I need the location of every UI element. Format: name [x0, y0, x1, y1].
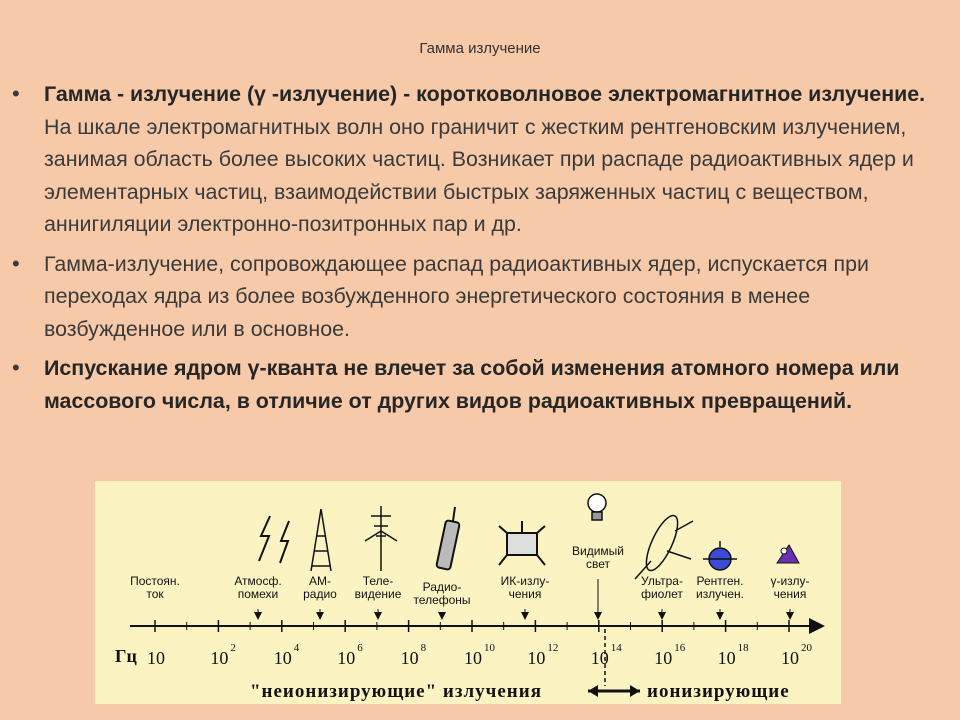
spectrum-labels: [130, 544, 809, 607]
light-bulb-icon: [588, 494, 606, 520]
band-label: АМ-: [309, 574, 331, 588]
spectrum-svg: [95, 481, 841, 704]
axis-unit: Гц: [115, 646, 137, 666]
tick-exponent: 10: [484, 642, 495, 654]
tick-exponent: 20: [801, 642, 812, 654]
lightning-icon: [259, 516, 289, 563]
tick-exponent: 18: [737, 642, 749, 654]
band-label: чения: [508, 587, 542, 601]
band-label: ИК-излу-: [500, 574, 550, 588]
tick-label: 10: [337, 648, 356, 668]
slide-title: Гамма излучение: [419, 40, 541, 57]
infrared-icon: [499, 521, 545, 565]
bullet-item: [10, 78, 945, 241]
ultraviolet-icon: [635, 512, 693, 579]
band-label: Радио-: [422, 580, 462, 594]
bullet-text: На шкале электромагнитных волн оно граничит с жестким рентгеновским излучением, занимая область более высоких частиц. Возникает при распаде радиоактивных ядер и элементарных частиц, взаимодействии быстрых заряженных частиц с веществом, аннигиляции электронно-позитронных пар и др.: [44, 114, 914, 236]
bullet-item: [10, 352, 945, 417]
tick-label: 10: [464, 648, 482, 668]
tick-exponent: 6: [357, 642, 363, 654]
bullet-dot-icon: •: [12, 81, 20, 106]
band-label: чения: [773, 587, 807, 601]
band-label: радио: [303, 587, 337, 601]
tick-label: 10: [273, 648, 292, 668]
tick-exponent: 2: [230, 642, 236, 654]
radio-tower-icon: [311, 509, 331, 571]
nonionizing-label: "неионизирующие" излучения: [250, 681, 542, 702]
tv-antenna-icon: [365, 506, 397, 571]
tick-exponent: 8: [420, 642, 427, 654]
band-label: Видимый: [572, 544, 624, 558]
bullet-item: [10, 248, 945, 346]
em-spectrum-diagram: [95, 481, 841, 704]
band-label: фиолет: [641, 587, 683, 601]
band-label: Ультра-: [641, 574, 683, 588]
band-label: Теле-: [362, 574, 394, 588]
bullet-dot-icon: •: [12, 250, 20, 276]
xray-icon: [703, 541, 737, 570]
band-label: ток: [146, 587, 164, 601]
band-label: Атмосф.: [234, 574, 282, 588]
band-label: излучен.: [696, 587, 744, 601]
band-label: видение: [354, 587, 402, 601]
tick-label: 10: [654, 648, 673, 668]
tick-label: 10: [210, 648, 229, 668]
band-label: γ-излу-: [770, 574, 810, 588]
radiophone-icon: [436, 507, 460, 570]
tick-exponent: 14: [610, 642, 622, 654]
tick-label: 10: [400, 648, 419, 668]
bullet-bold-text: Гамма - излучение (γ -излучение) - коротковолновое электромагнитное излучение.: [44, 82, 926, 106]
tick-exponent: 12: [547, 642, 559, 654]
tick-label: 10: [781, 648, 799, 668]
band-label: свет: [585, 557, 611, 571]
axis-ticks: [147, 620, 813, 668]
tick-exponent: 16: [674, 642, 686, 654]
bullet-text: Гамма-излучение, сопровождающее распад радиоактивных ядер, испускается при переходах ядра из более возбужденного энергетического состояния в менее возбужденное или в основное.: [44, 251, 869, 341]
band-label: помехи: [237, 587, 279, 601]
tick-label: 10: [147, 648, 165, 668]
band-label: Постоян.: [130, 574, 180, 588]
tick-exponent: 4: [293, 642, 300, 654]
band-label: Рентген.: [696, 574, 744, 588]
bullet-list: [10, 78, 945, 424]
bullet-dot-icon: •: [12, 355, 20, 380]
ionizing-label: ионизирующие: [647, 681, 790, 702]
band-label: телефоны: [413, 593, 471, 607]
tick-label: 10: [717, 648, 736, 668]
gamma-icon: [777, 545, 799, 563]
tick-label: 10: [590, 648, 609, 668]
bullet-bold-text: Испускание ядром γ-кванта не влечет за собой изменения атомного номера или массового числа, в отличие от других видов радиоактивных превращений.: [44, 356, 900, 413]
tick-label: 10: [527, 648, 546, 668]
